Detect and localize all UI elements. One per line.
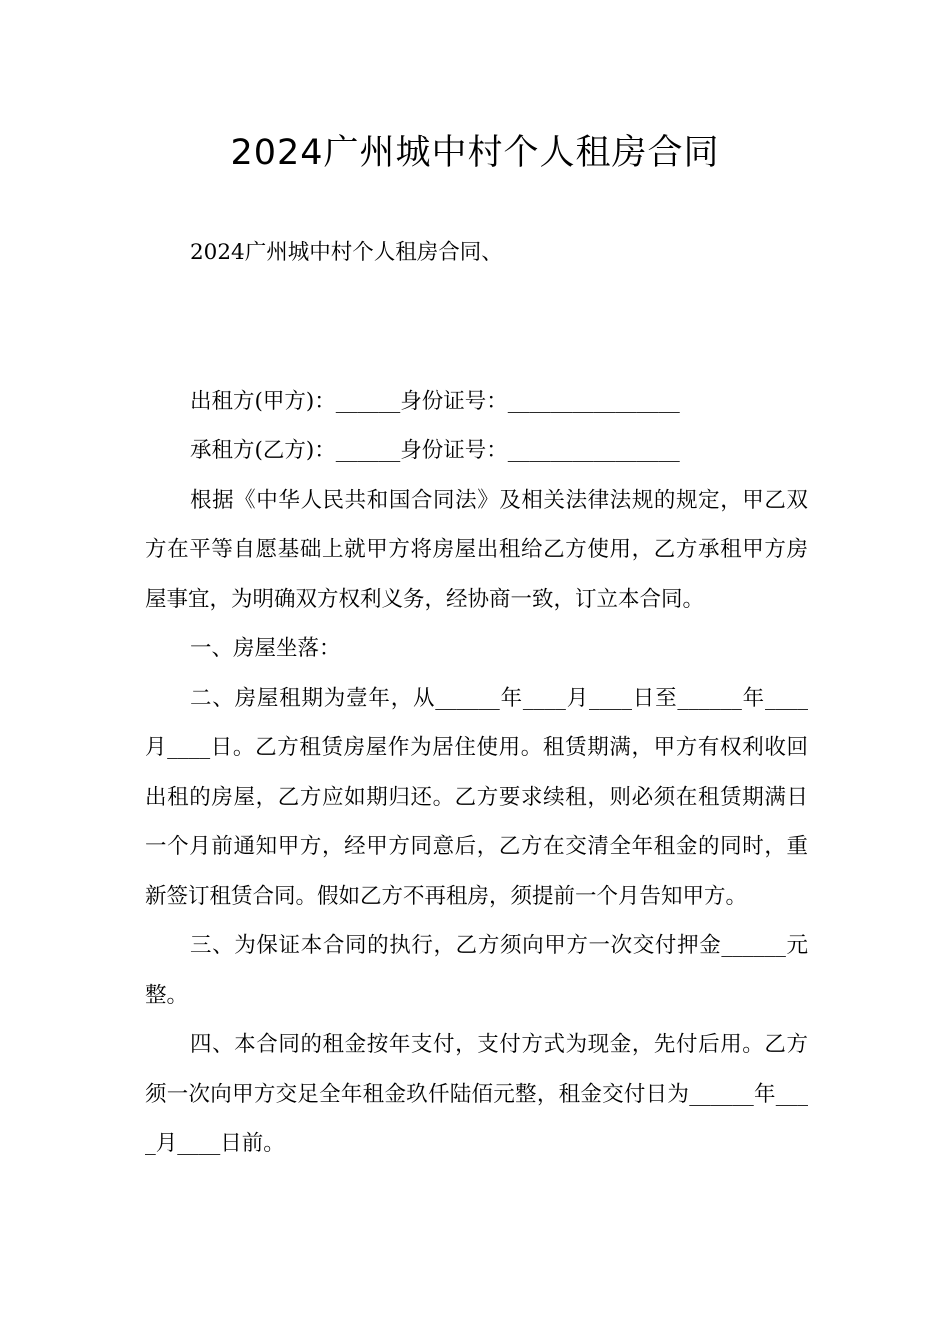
clause-1: 一、房屋坐落： bbox=[190, 636, 341, 661]
intro-line: 2024广州城中村个人租房合同、 bbox=[190, 240, 503, 265]
document-body bbox=[145, 228, 808, 1169]
lessor-line: 出租方(甲方)：______身份证号：________________ bbox=[190, 388, 680, 414]
clause-3: 三、为保证本合同的执行，乙方须向甲方一次交付押金______元整。 bbox=[145, 933, 808, 1008]
clause-4: 四、本合同的租金按年支付，支付方式为现金，先付后用。乙方须一次向甲方交足全年租金玖仟陆佰元整，租金交付日为______年____月____日前。 bbox=[145, 1032, 808, 1156]
lessee-line: 承租方(乙方)：______身份证号：________________ bbox=[190, 438, 680, 463]
page-title: 2024广州城中村个人租房合同 bbox=[230, 133, 720, 173]
preamble-paragraph: 根据《中华人民共和国合同法》及相关法律法规的规定，甲乙双方在平等自愿基础上就甲方将房屋出租给乙方使用，乙方承租甲方房屋事宜，为明确双方权利义务，经协商一致，订立本合同。 bbox=[145, 487, 808, 612]
blank-gap bbox=[145, 278, 808, 377]
clause-2: 二、房屋租期为壹年，从______年____月____日至______年____月____日。乙方租赁房屋作为居住使用。租赁期满，甲方有权利收回出租的房屋，乙方应如期归还。乙方要求续租，则必须在租赁期满日一个月前通知甲方，经甲方同意后，乙方在交清全年租金的同时，重新签订租赁合同。假如乙方不再租房，须提前一个月告知甲方。 bbox=[145, 685, 808, 909]
